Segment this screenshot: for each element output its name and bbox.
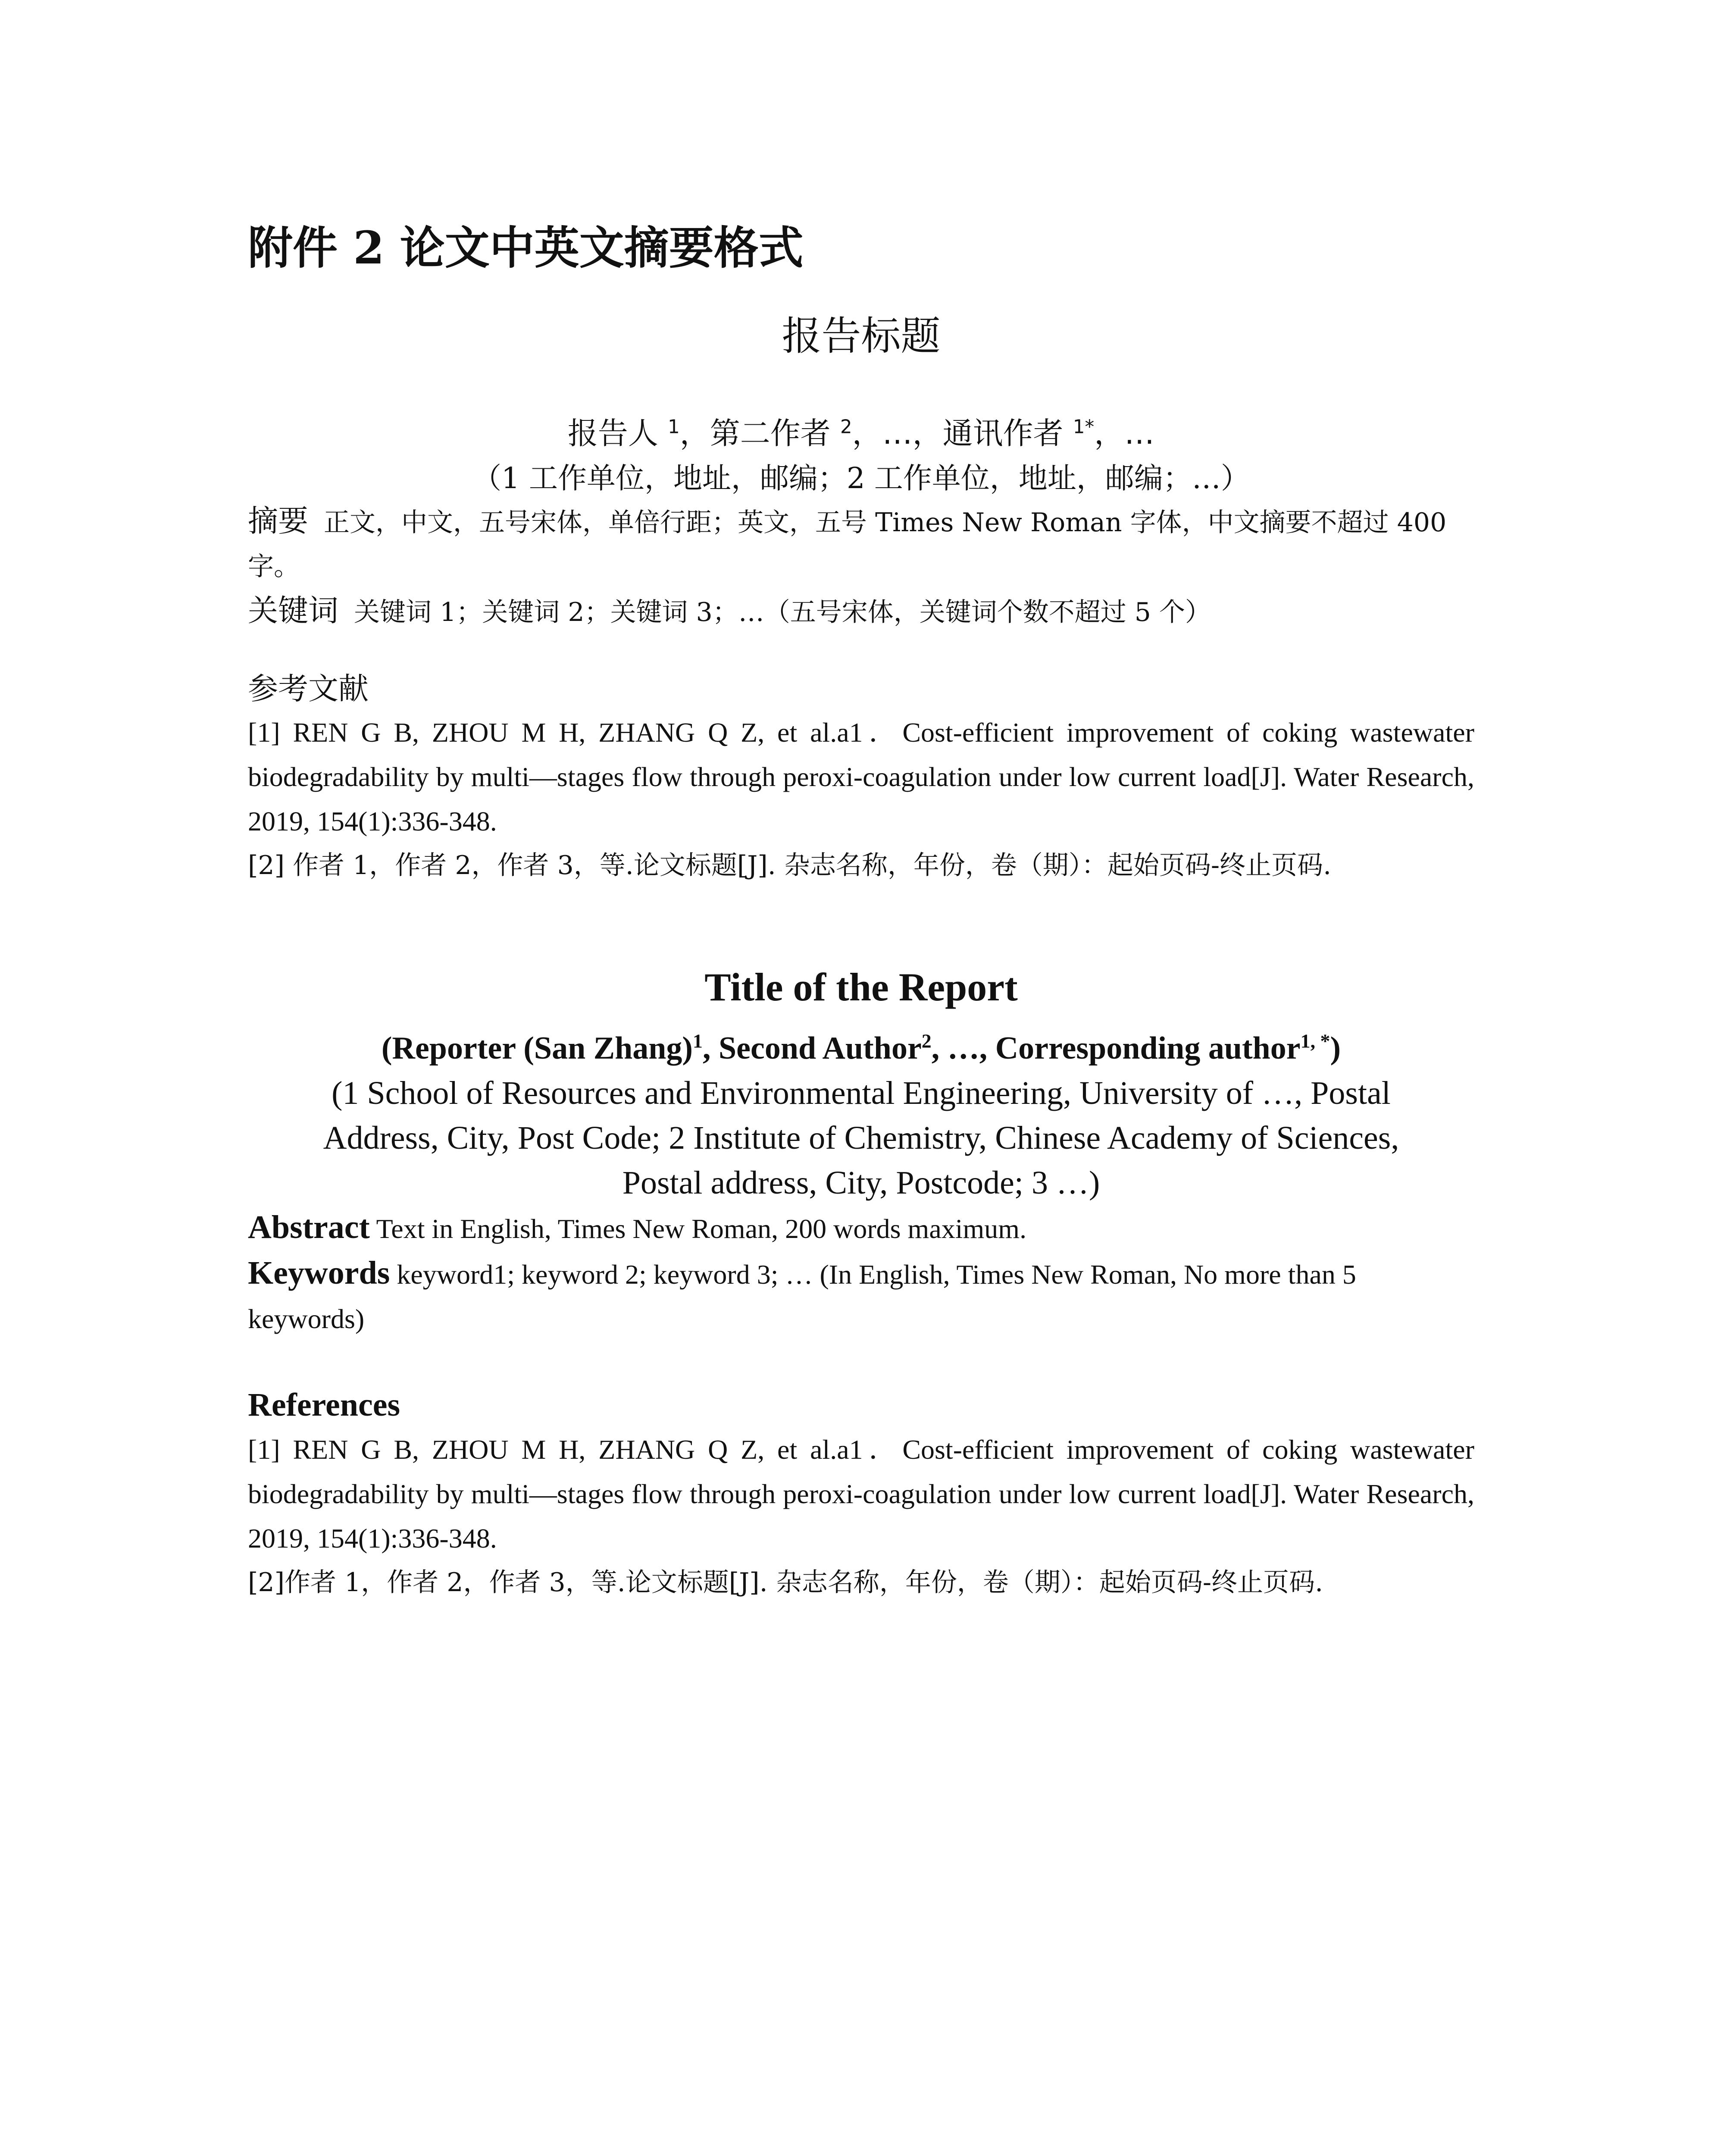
keywords-label-en: Keywords bbox=[248, 1255, 390, 1291]
keywords-en bbox=[248, 1251, 1474, 1341]
second-author-sup-cn: 2 bbox=[840, 416, 852, 438]
affiliation-line-en: Address, City, Post Code; 2 Institute of Chemistry, Chinese Academy of Sciences, bbox=[323, 1120, 1399, 1156]
corresponding-sup-en: 1, * bbox=[1300, 1030, 1330, 1052]
second-author-cn: ，第二作者 bbox=[679, 416, 840, 451]
reference-item-cn-1: [1] REN G B, ZHOU M H, ZHANG Q Z, et al.a1．Cost-efficient improvement of coking wastewater biodegradability by multi—stages flow through peroxi-coagulation under low current load[J]. Water Research, 2019, 154(1):336-348. bbox=[248, 717, 1474, 837]
authors-close-en: ) bbox=[1330, 1031, 1341, 1066]
authors-en bbox=[248, 1026, 1474, 1071]
attachment-heading: 附件 2 论文中英文摘要格式 bbox=[248, 221, 804, 274]
reference-item-en-2: [2]作者 1，作者 2，作者 3，等.论文标题[J]. 杂志名称，年份，卷（期）：起始页码-终止页码. bbox=[248, 1567, 1323, 1598]
keywords-text-en: keyword1; keyword 2; keyword 3; … (In English, Times New Roman, No more than 5 keywords) bbox=[248, 1259, 1356, 1334]
affiliation-line-en: Postal address, City, Postcode; 3 …) bbox=[622, 1165, 1100, 1201]
abstract-label-cn: 摘要 bbox=[248, 503, 308, 539]
affiliation-cn: （1 工作单位，地址，邮编；2 工作单位，地址，邮编；…） bbox=[472, 461, 1250, 495]
authors-tail-cn: ，… bbox=[1094, 416, 1155, 451]
reference-item-cn-2: [2] 作者 1，作者 2，作者 3，等.论文标题[J]. 杂志名称，年份，卷（期）：起始页码-终止页码. bbox=[248, 850, 1332, 881]
corresponding-author-cn: ，…，通讯作者 bbox=[852, 416, 1073, 451]
keywords-text-cn: 关键词 1；关键词 2；关键词 3；…（五号宋体，关键词个数不超过 5 个） bbox=[354, 597, 1211, 627]
affiliation-en bbox=[248, 1071, 1474, 1205]
report-title-en: Title of the Report bbox=[704, 965, 1018, 1009]
reporter-name-cn: 报告人 bbox=[567, 416, 668, 451]
authors-cn bbox=[248, 412, 1474, 455]
corresponding-author-en: , …, Corresponding author bbox=[931, 1031, 1301, 1066]
corresponding-sup-cn: 1* bbox=[1073, 416, 1095, 438]
reporter-sup-cn: 1 bbox=[668, 416, 680, 438]
abstract-text-cn: 正文，中文，五号宋体，单倍行距；英文，五号 Times New Roman 字体，中文摘要不超过 400 字。 bbox=[248, 508, 1447, 582]
reporter-sup-en: 1 bbox=[693, 1030, 703, 1052]
abstract-label-en: Abstract bbox=[248, 1209, 370, 1245]
abstract-cn bbox=[248, 499, 1474, 589]
keywords-label-cn: 关键词 bbox=[248, 593, 338, 628]
second-author-en: , Second Author bbox=[702, 1031, 922, 1066]
second-author-sup-en: 2 bbox=[921, 1030, 932, 1052]
abstract-en bbox=[248, 1205, 1474, 1251]
page-content bbox=[248, 218, 1474, 1605]
reference-item-en-1: [1] REN G B, ZHOU M H, ZHANG Q Z, et al.a1．Cost-efficient improvement of coking wastewater biodegradability by multi—stages flow through peroxi-coagulation under low current load[J]. Water Research, 2019, 154(1):336-348. bbox=[248, 1434, 1474, 1554]
report-title-cn: 报告标题 bbox=[782, 313, 941, 359]
keywords-cn bbox=[248, 589, 1474, 634]
references-title-cn: 参考文献 bbox=[248, 671, 369, 706]
abstract-text-en: Text in English, Times New Roman, 200 words maximum. bbox=[369, 1213, 1027, 1244]
affiliation-line-en: (1 School of Resources and Environmental Engineering, University of …, Postal bbox=[332, 1075, 1391, 1111]
references-title-en: References bbox=[248, 1387, 400, 1423]
reporter-name-en: (Reporter (San Zhang) bbox=[381, 1031, 693, 1066]
